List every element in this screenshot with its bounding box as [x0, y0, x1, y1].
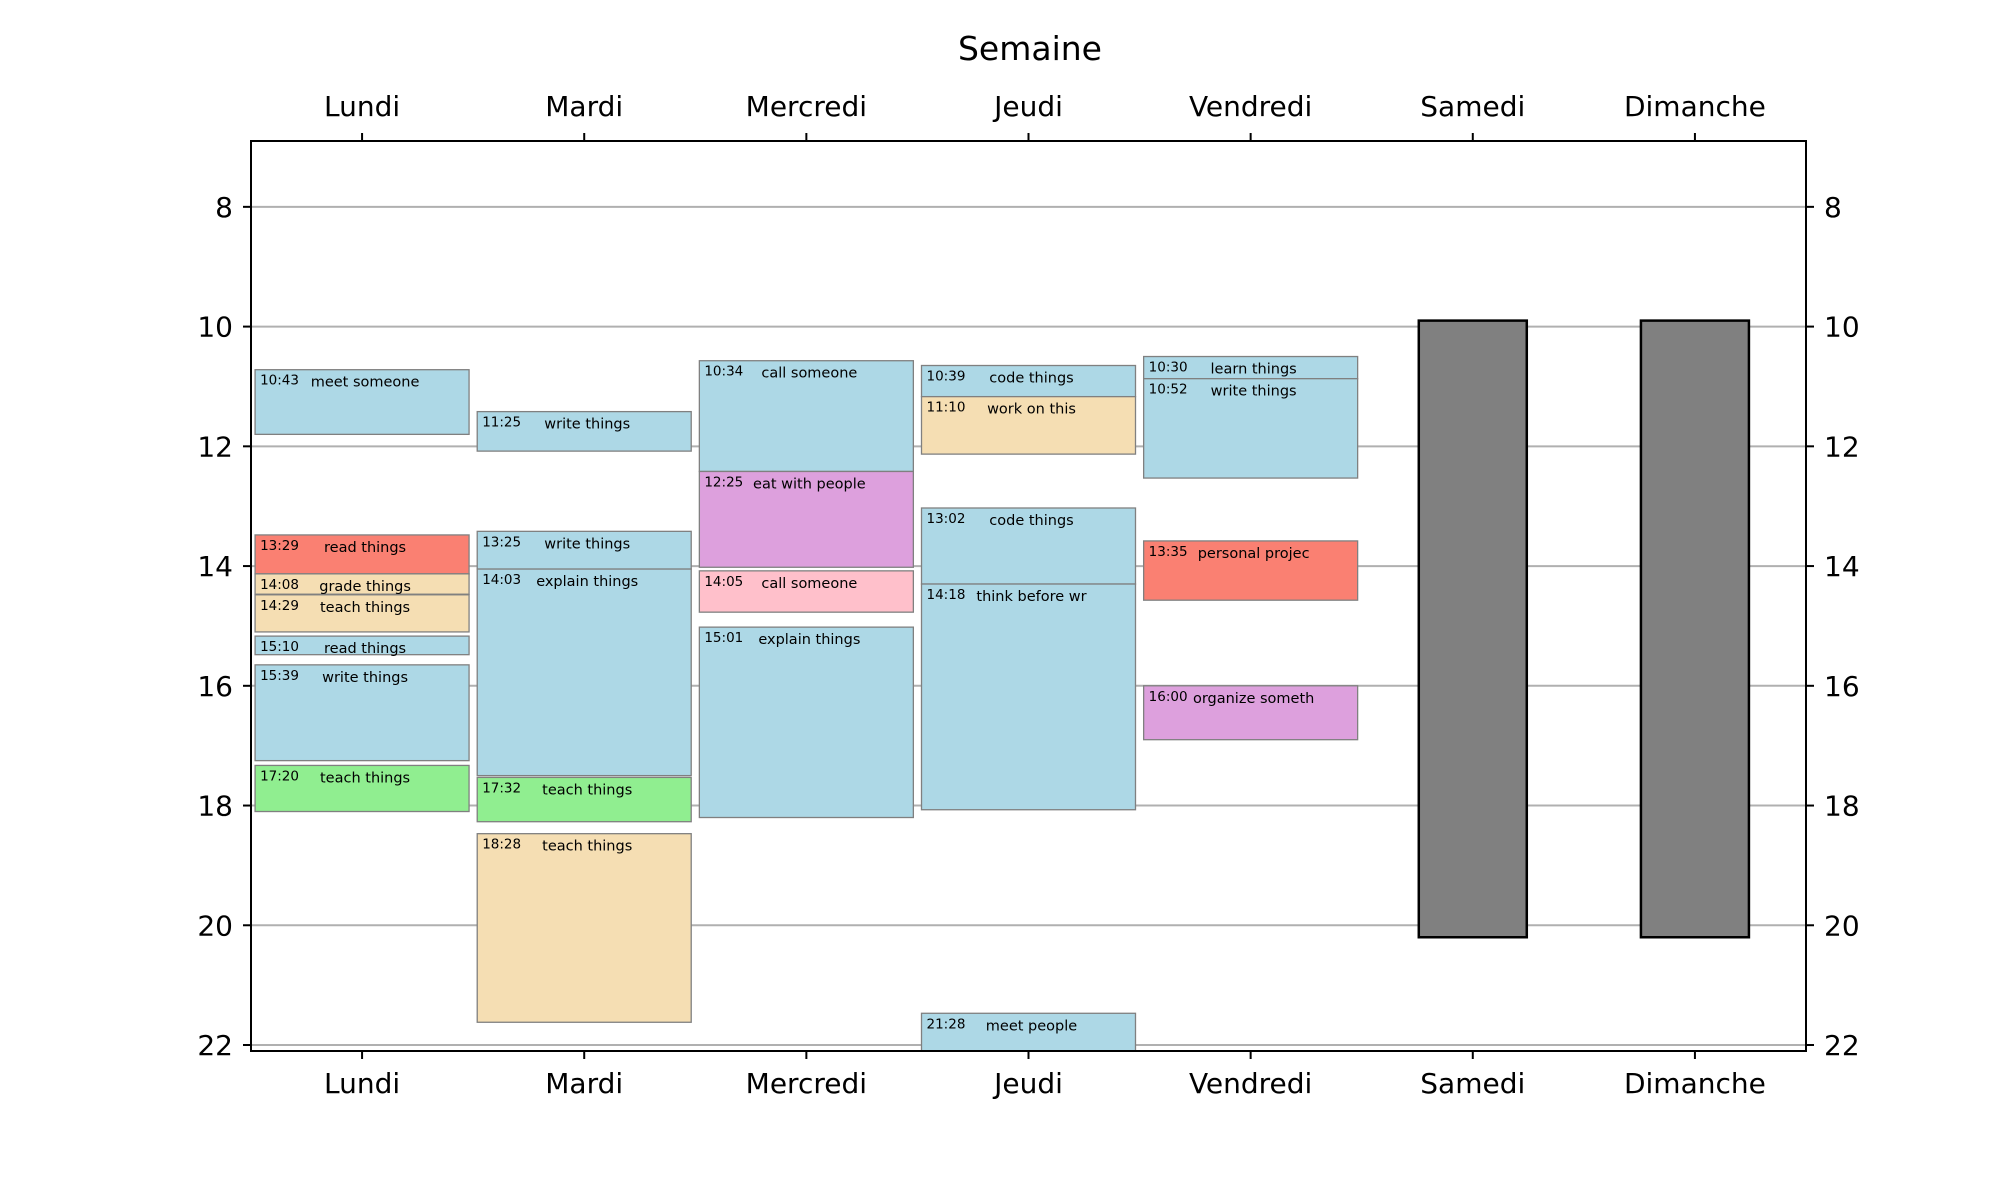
- event-block: [922, 366, 1136, 397]
- event-block: [922, 1013, 1136, 1051]
- event-block: [1144, 357, 1358, 379]
- event-time: 18:28: [482, 836, 522, 853]
- event-time: 12:25: [704, 474, 744, 491]
- event-rect: [922, 584, 1136, 810]
- weekend-block-samedi: [1419, 321, 1527, 938]
- weekend-block-dimanche: [1641, 321, 1749, 938]
- event-time: 13:02: [926, 510, 966, 527]
- event-block: [255, 535, 469, 574]
- event-time: 13:35: [1148, 543, 1188, 560]
- y-tick-label-left-8: 8: [215, 190, 233, 224]
- y-tick-label-right-22: 22: [1824, 1029, 1860, 1063]
- y-tick-label-left-12: 12: [197, 430, 233, 464]
- event-block: [477, 834, 691, 1023]
- event-rect: [477, 569, 691, 776]
- event-time: 14:03: [482, 572, 522, 589]
- event-block: [1144, 686, 1358, 740]
- event-block: [699, 471, 913, 567]
- event-time: 14:08: [260, 576, 299, 593]
- event-label: think before wr: [976, 589, 1087, 606]
- event-block: [255, 765, 469, 811]
- event-label: organize someth: [1192, 690, 1315, 707]
- y-tick-label-left-22: 22: [197, 1029, 233, 1063]
- event-label: read things: [324, 641, 407, 658]
- event-time: 11:10: [926, 399, 966, 416]
- y-tick-label-right-14: 14: [1824, 550, 1860, 584]
- event-time: 10:30: [1148, 359, 1188, 376]
- event-block: [699, 627, 913, 817]
- event-block: [477, 777, 691, 821]
- event-label: explain things: [536, 574, 639, 591]
- event-label: grade things: [319, 578, 411, 595]
- event-label: write things: [544, 536, 631, 553]
- event-time: 13:29: [260, 537, 299, 554]
- event-label: write things: [322, 669, 409, 686]
- y-tick-label-left-10: 10: [197, 310, 233, 344]
- event-time: 13:25: [482, 534, 522, 551]
- event-time: 14:18: [926, 587, 966, 604]
- event-time: 17:32: [482, 780, 522, 797]
- event-time: 16:00: [1148, 688, 1188, 705]
- event-block: [255, 595, 469, 632]
- y-tick-label-left-14: 14: [197, 550, 233, 584]
- y-tick-label-right-10: 10: [1824, 310, 1860, 344]
- day-label-top-vendredi: Vendredi: [1188, 90, 1313, 123]
- event-time: 14:05: [704, 573, 744, 590]
- day-label-bottom-mardi: Mardi: [545, 1067, 624, 1100]
- event-block: [255, 636, 469, 657]
- y-tick-label-left-18: 18: [197, 789, 233, 823]
- event-block: [922, 508, 1136, 584]
- event-block: [255, 574, 469, 595]
- event-time: 21:28: [926, 1016, 966, 1033]
- event-label: code things: [989, 512, 1074, 529]
- event-time: 10:43: [260, 372, 299, 389]
- event-block: [477, 569, 691, 776]
- event-rect: [477, 834, 691, 1023]
- event-label: call someone: [761, 365, 858, 382]
- event-label: call someone: [761, 575, 858, 592]
- event-block: [922, 397, 1136, 454]
- event-label: teach things: [542, 782, 633, 799]
- event-block: [255, 665, 469, 761]
- day-label-top-mercredi: Mercredi: [745, 90, 868, 123]
- event-time: 15:39: [260, 667, 299, 684]
- event-label: explain things: [758, 632, 861, 649]
- event-time: 17:20: [260, 768, 299, 785]
- event-block: [255, 370, 469, 435]
- event-time: 15:10: [260, 639, 299, 656]
- event-block: [477, 531, 691, 569]
- event-label: meet someone: [310, 374, 420, 391]
- y-tick-label-left-20: 20: [197, 909, 233, 943]
- event-label: meet people: [985, 1018, 1078, 1035]
- day-label-bottom-lundi: Lundi: [323, 1067, 401, 1100]
- event-block: [1144, 379, 1358, 478]
- event-label: learn things: [1210, 361, 1297, 378]
- event-block: [699, 361, 913, 472]
- event-time: 10:39: [926, 368, 966, 385]
- day-label-top-lundi: Lundi: [323, 90, 401, 123]
- day-label-top-mardi: Mardi: [545, 90, 624, 123]
- event-block: [1144, 541, 1358, 600]
- day-label-bottom-mercredi: Mercredi: [745, 1067, 868, 1100]
- y-tick-label-left-16: 16: [197, 669, 233, 703]
- y-tick-label-right-16: 16: [1824, 669, 1860, 703]
- event-time: 10:34: [704, 363, 744, 380]
- event-rect: [699, 627, 913, 817]
- event-time: 15:01: [704, 630, 744, 647]
- event-label: eat with people: [753, 476, 866, 493]
- y-tick-label-right-18: 18: [1824, 789, 1860, 823]
- event-label: personal projec: [1197, 545, 1310, 562]
- day-label-bottom-jeudi: Jeudi: [994, 1067, 1063, 1100]
- chart-title: Semaine: [957, 29, 1103, 68]
- event-label: work on this: [987, 401, 1076, 418]
- day-label-bottom-dimanche: Dimanche: [1623, 1067, 1766, 1100]
- event-label: read things: [324, 539, 407, 556]
- event-time: 11:25: [482, 414, 522, 431]
- event-label: write things: [544, 416, 631, 433]
- event-time: 10:52: [1148, 381, 1188, 398]
- day-label-top-dimanche: Dimanche: [1623, 90, 1766, 123]
- y-tick-label-right-8: 8: [1824, 190, 1842, 224]
- y-tick-label-right-12: 12: [1824, 430, 1860, 464]
- day-label-bottom-samedi: Samedi: [1420, 1067, 1526, 1100]
- event-block: [699, 571, 913, 612]
- event-block: [477, 412, 691, 452]
- event-label: write things: [1210, 383, 1297, 400]
- day-label-bottom-vendredi: Vendredi: [1188, 1067, 1313, 1100]
- event-label: teach things: [320, 770, 411, 787]
- event-time: 14:29: [260, 597, 299, 614]
- event-label: code things: [989, 370, 1074, 387]
- day-label-top-jeudi: Jeudi: [994, 90, 1063, 123]
- event-block: [922, 584, 1136, 810]
- y-tick-label-right-20: 20: [1824, 909, 1860, 943]
- event-label: teach things: [542, 838, 633, 855]
- day-label-top-samedi: Samedi: [1420, 90, 1526, 123]
- event-label: teach things: [320, 599, 411, 616]
